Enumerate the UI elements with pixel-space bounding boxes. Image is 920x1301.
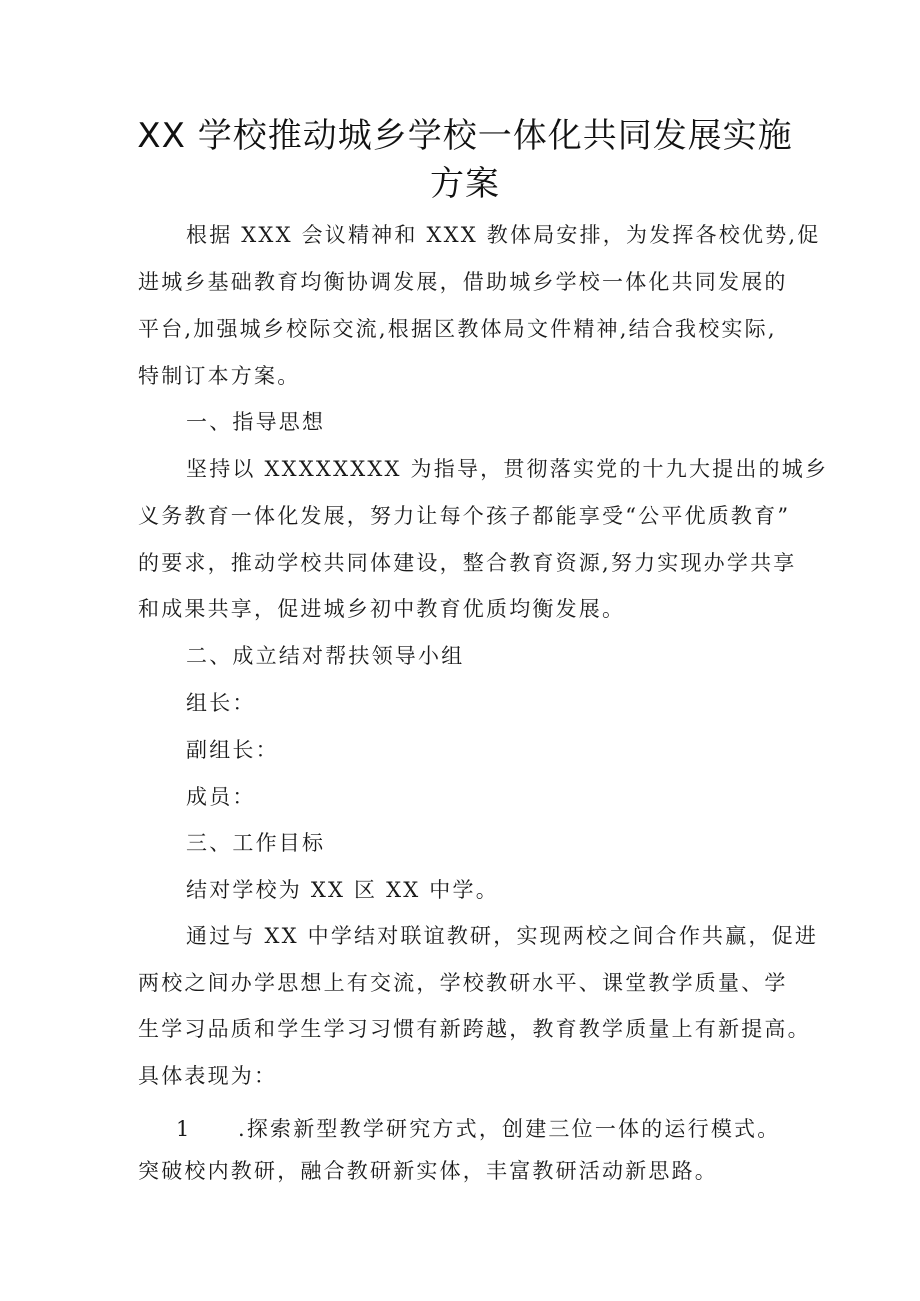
intro-line-2: 进城乡基础教育均衡协调发展，借助城乡学校一体化共同发展的	[138, 270, 788, 294]
section-3-line-3: 生学习品质和学生学习习惯有新跨越，教育教学质量上有新提高。	[138, 1017, 811, 1041]
intro-line-1: 根据 XXX 会议精神和 XXX 教体局安排，为发挥各校优势,促	[186, 223, 821, 247]
section-2-heading: 二、成立结对帮扶领导小组	[186, 644, 465, 668]
section-3-line-2: 两校之间办学思想上有交流，学校教研水平、课堂教学质量、学	[138, 971, 788, 995]
section-1-line-1: 坚持以 XXXXXXXX 为指导，贯彻落实党的十九大提出的城乡	[186, 457, 829, 481]
section-1-line-2: 义务教育一体化发展，努力让每个孩子都能享受“公平优质教育”	[138, 504, 791, 528]
section-3-line-1: 通过与 XX 中学结对联谊教研，实现两校之间合作共赢，促进	[186, 924, 819, 948]
item-1-line-2: 突破校内教研，融合教研新实体，丰富教研活动新思路。	[138, 1159, 718, 1183]
intro-line-3: 平台,加强城乡校际交流,根据区教体局文件精神,结合我校实际,	[138, 317, 777, 341]
section-1-line-4: 和成果共享，促进城乡初中教育优质均衡发展。	[138, 597, 626, 621]
section-1-line-3: 的要求，推动学校共同体建设，整合教育资源,努力实现办学共享	[138, 551, 797, 575]
document-title-line-2: 方案	[430, 164, 500, 204]
intro-line-4: 特制订本方案。	[138, 364, 301, 388]
members-label: 成员：	[186, 785, 256, 809]
section-3-heading: 三、工作目标	[186, 831, 326, 855]
document-title-line-1: XX 学校推动城乡学校一体化共同发展实施	[137, 116, 793, 156]
leader-label: 组长：	[186, 691, 256, 715]
section-1-heading: 一、指导思想	[186, 410, 326, 434]
section-3-line-4: 具体表现为：	[138, 1064, 278, 1088]
deputy-leader-label: 副组长：	[186, 738, 279, 762]
paired-school: 结对学校为 XX 区 XX 中学。	[186, 878, 499, 902]
item-1-line-1: 1 .探索新型教学研究方式，创建三位一体的运行模式。	[176, 1117, 781, 1141]
